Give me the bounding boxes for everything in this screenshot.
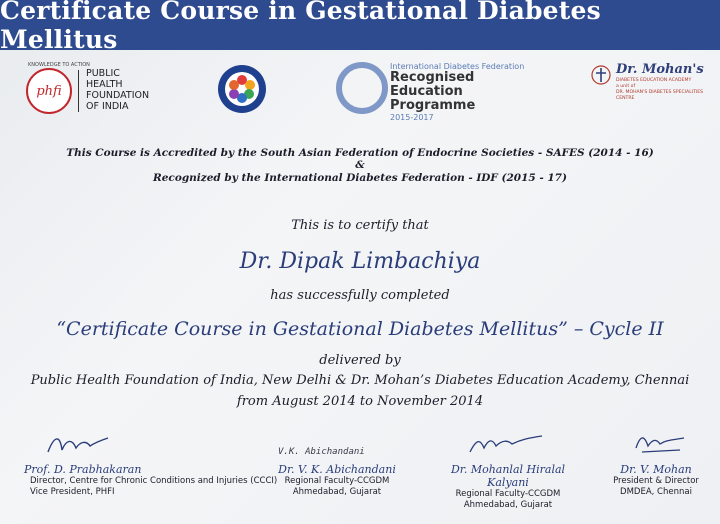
phfi-arc-text: KNOWLEDGE TO ACTION <box>28 62 90 68</box>
idf-line2: Programme <box>390 98 476 113</box>
signatory-kalyani <box>432 463 584 511</box>
mohan-sub-line: DIABETES EDUCATION ACADEMY <box>616 78 692 83</box>
institutions-text: Public Health Foundation of India, New Delhi & Dr. Mohan’s Diabetes Education Academy, Chennai <box>30 373 690 388</box>
certify-text: This is to certify that <box>291 218 429 233</box>
signatory-name: Dr. V. Mohan <box>620 463 692 476</box>
idf-text <box>390 62 536 122</box>
banner-title: Certificate Course in Gestational Diabetes Mellitus <box>0 0 601 54</box>
course-dates: from August 2014 to November 2014 <box>236 394 484 409</box>
signature-mohan-icon <box>632 430 688 456</box>
phfi-line: OF INDIA <box>86 101 129 112</box>
phfi-line: HEALTH <box>86 79 123 90</box>
signatory-title: Director, Centre for Chronic Conditions and Injuries (CCCI) <box>30 476 278 486</box>
mohan-title: Dr. Mohan's <box>616 62 704 77</box>
idf-line1: Recognised Education <box>390 70 475 99</box>
mohan-sub-line: DR. MOHAN'S DIABETES SPECIALITIES CENTRE <box>616 90 704 101</box>
safes-logo <box>216 63 268 115</box>
course-title: “Certificate Course in Gestational Diabetes Mellitus” – Cycle II <box>56 318 664 340</box>
idf-org: International Diabetes Federation <box>390 62 525 71</box>
phfi-line: FOUNDATION <box>86 90 150 101</box>
mohan-subtitle <box>616 78 710 102</box>
signatory-title: Vice President, PHFI <box>30 487 115 497</box>
recipient-name: Dr. Dipak Limbachiya <box>239 249 481 274</box>
safes-emblem-icon <box>216 63 268 115</box>
signature-abichandani: V.K. Abichandani <box>278 447 365 457</box>
accreditation-line-1: This Course is Accredited by the South Asian Federation of Endocrine Societies - SAFES (2014 - 16) <box>66 147 654 159</box>
signatory-abichandani <box>272 463 402 498</box>
mohan-sub-line: a unit of <box>616 84 636 89</box>
phfi-divider <box>78 70 79 112</box>
accreditation-ampersand: & <box>355 159 365 171</box>
phfi-mark <box>26 68 72 114</box>
signatory-title: Regional Faculty-CCGDM <box>284 476 390 486</box>
title-banner <box>0 0 720 54</box>
signatory-title: Ahmedabad, Gujarat <box>292 487 382 497</box>
idf-years: 2015-2017 <box>390 113 434 122</box>
signatory-name: Prof. D. Prabhakaran <box>24 463 142 476</box>
signatory-title: President & Director <box>613 476 699 486</box>
signatory-title: Regional Faculty-CCGDM <box>455 489 561 499</box>
delivered-text: delivered by <box>319 353 401 368</box>
signature-kalyani-icon <box>466 432 546 458</box>
mohan-logo <box>586 62 706 114</box>
mohan-emblem-icon <box>590 64 612 86</box>
phfi-mark-text: phfi <box>36 83 62 99</box>
signatory-mohan <box>600 463 712 498</box>
signatory-title: Ahmedabad, Gujarat <box>463 500 553 510</box>
signatory-title: DMDEA, Chennai <box>620 487 692 497</box>
signatory-prabhakaran <box>6 463 278 498</box>
phfi-logo <box>26 64 166 116</box>
completed-text: has successfully completed <box>270 288 450 303</box>
idf-logo <box>336 62 536 122</box>
signatory-name: Dr. Mohanlal Hiralal Kalyani <box>450 463 566 489</box>
signatory-name: Dr. V. K. Abichandani <box>278 463 396 476</box>
accreditation-line-2: Recognized by the International Diabetes Federation - IDF (2015 - 17) <box>153 172 567 184</box>
signature-prabhakaran-icon <box>44 430 114 458</box>
idf-ring-icon <box>336 62 388 114</box>
phfi-name <box>86 68 149 112</box>
phfi-line: PUBLIC <box>86 68 120 79</box>
